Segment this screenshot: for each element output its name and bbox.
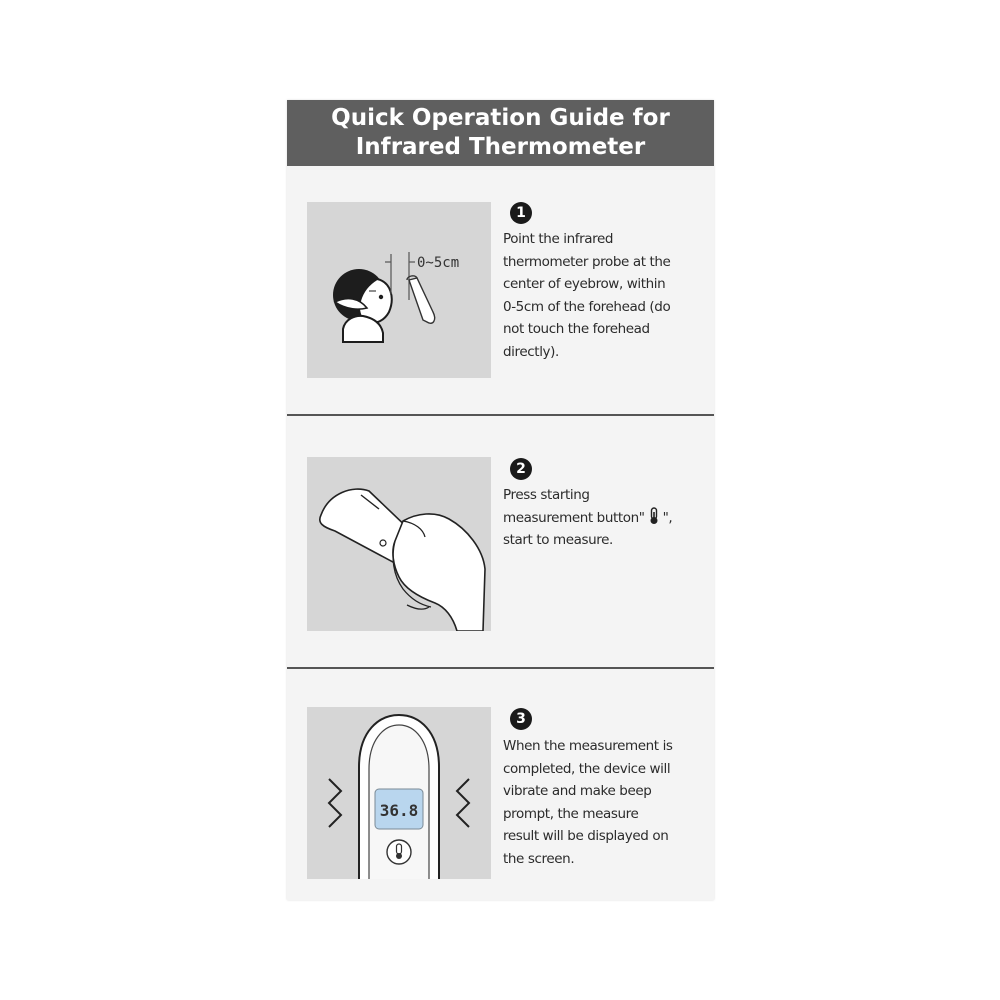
- step-2-line: ",: [662, 509, 673, 526]
- step-3-description: [503, 735, 703, 870]
- thermometer-device-icon: [407, 276, 435, 323]
- step-2-illustration: [307, 457, 491, 631]
- child-head-icon: [333, 269, 392, 342]
- step-3-illustration: [307, 707, 491, 879]
- title-banner: [287, 100, 714, 166]
- step-1-line: directly).: [503, 343, 559, 360]
- distance-label: 0~5cm: [417, 255, 460, 271]
- step-3-line: result will be displayed on: [503, 828, 669, 844]
- step-1-number-badge: 1: [510, 202, 532, 224]
- step-2-number-badge: 2: [510, 458, 532, 480]
- step-1-description: [503, 228, 703, 363]
- thermometer-in-hand-icon: [320, 489, 485, 631]
- step-2-line: start to measure.: [503, 532, 613, 548]
- step-3-line: the screen.: [503, 850, 575, 867]
- section-divider: [287, 667, 714, 669]
- guide-card: [287, 100, 714, 900]
- step-2-line: Press starting: [503, 487, 590, 503]
- step-2-line-with-icon: [503, 507, 703, 530]
- title-line-2: Infrared Thermometer: [355, 134, 646, 160]
- step-3-line: When the measurement is: [503, 738, 673, 754]
- step-1-line: Point the infrared: [503, 231, 614, 247]
- step-1-line: 0-5cm of the forehead (do: [503, 298, 671, 315]
- step-1-line: center of eyebrow, within: [503, 276, 666, 292]
- step-2-description: [503, 484, 703, 552]
- step-1-line: thermometer probe at the: [503, 253, 671, 270]
- display-reading: 36.8: [379, 801, 419, 820]
- thermometer-icon: [647, 507, 661, 525]
- step-1-line: not touch the forehead: [503, 321, 650, 337]
- vibration-right-icon: [457, 779, 469, 827]
- step-3-line: vibrate and make beep: [503, 783, 652, 799]
- thermometer-display-icon: [359, 715, 439, 879]
- step-3-line: completed, the device will: [503, 760, 671, 777]
- step-3-line: prompt, the measure: [503, 805, 639, 822]
- step-1-illustration: [307, 202, 491, 378]
- step-2-line: measurement button": [503, 509, 645, 526]
- section-divider: [287, 414, 714, 416]
- title-line-1: Quick Operation Guide for: [331, 105, 670, 131]
- vibration-left-icon: [329, 779, 341, 827]
- step-3-number-badge: 3: [510, 708, 532, 730]
